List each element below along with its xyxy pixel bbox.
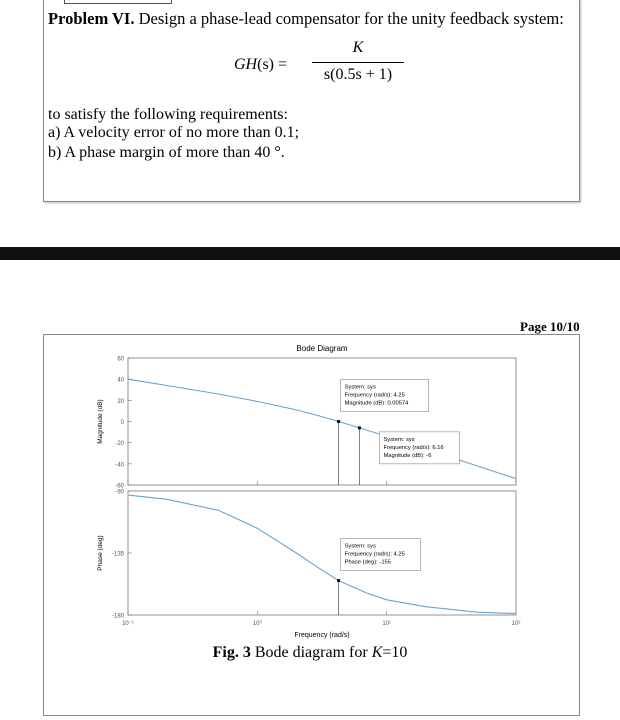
x-tick-label: 10⁻¹: [122, 621, 134, 627]
equation-fraction: [312, 39, 404, 84]
magnitude-y-tick-label: 60: [117, 356, 124, 363]
magnitude-y-axis-label: Magnitude (dB): [97, 399, 104, 444]
x-tick-label: 10¹: [382, 621, 392, 627]
phase-y-tick-label: -135: [111, 551, 124, 558]
equation-lhs-name: GH: [234, 56, 258, 73]
magnitude-datatip-line: System: sys: [344, 384, 376, 391]
requirements-intro: to satisfy the following requirements:: [48, 106, 288, 123]
equation-numerator: K: [352, 39, 364, 56]
phase-curve: [128, 495, 516, 613]
x-axis-label: Frequency (rad/s): [294, 632, 350, 639]
x-tick-label: 10⁰: [252, 621, 262, 627]
fraction-bar: [312, 62, 404, 63]
magnitude-datatip-marker: [358, 426, 361, 429]
x-tick-label: 10²: [511, 621, 521, 627]
magnitude-y-tick-label: -20: [115, 441, 124, 448]
problem-title: [48, 9, 564, 29]
equation-lhs-arg: (s): [257, 56, 274, 73]
caption-tail: =10: [382, 644, 408, 661]
phase-datatip-line: Frequency (rad/s): 4.25: [344, 551, 405, 558]
equation-equals: =: [278, 56, 288, 73]
page-number: Page 10/10: [520, 319, 580, 334]
magnitude-y-tick-label: 20: [117, 398, 124, 405]
phase-y-tick-label: -90: [115, 489, 124, 496]
magnitude-datatip-line: Frequency (rad/s): 6.16: [383, 444, 444, 451]
magnitude-axes-frame: [128, 358, 516, 485]
caption-var: K: [371, 644, 383, 661]
page-divider: [0, 247, 620, 260]
equation-lhs: [234, 56, 287, 74]
requirement-b: b) A phase margin of more than 40 °.: [48, 144, 285, 161]
magnitude-datatip-line: System: sys: [383, 436, 415, 443]
problem-statement: Design a phase-lead compensator for the unity feedback system:: [134, 9, 564, 28]
equation-denominator: s(0.5s + 1): [323, 66, 393, 83]
phase-y-axis-label: Phase (deg): [97, 535, 104, 571]
requirement-a: a) A velocity error of no more than 0.1;: [48, 124, 300, 141]
caption-label: Fig. 3: [212, 644, 251, 661]
magnitude-y-tick-label: -40: [115, 462, 124, 469]
magnitude-y-tick-label: -60: [115, 483, 124, 490]
magnitude-datatip-line: Magnitude (dB): -6: [383, 452, 432, 459]
phase-datatip-line: Phase (deg): -155: [344, 559, 392, 566]
magnitude-datatip-line: Magnitude (dB): 0.00574: [344, 400, 409, 407]
magnitude-y-tick-label: 40: [117, 377, 124, 384]
magnitude-y-tick-label: 0: [120, 420, 124, 426]
magnitude-datatip-marker: [337, 420, 340, 423]
phase-y-tick-label: -180: [111, 613, 124, 620]
phase-datatip-line: System: sys: [344, 543, 376, 550]
chart-title: Bode Diagram: [296, 344, 348, 353]
problem-box: [43, 0, 580, 202]
magnitude-datatip-line: Frequency (rad/s): 4.25: [344, 392, 405, 399]
caption-text: Bode diagram for: [250, 644, 372, 661]
problem-label: Problem VI.: [48, 9, 135, 28]
phase-datatip-marker: [337, 579, 340, 582]
phase-axes-frame: [128, 491, 516, 615]
figure-caption: [0, 644, 620, 662]
